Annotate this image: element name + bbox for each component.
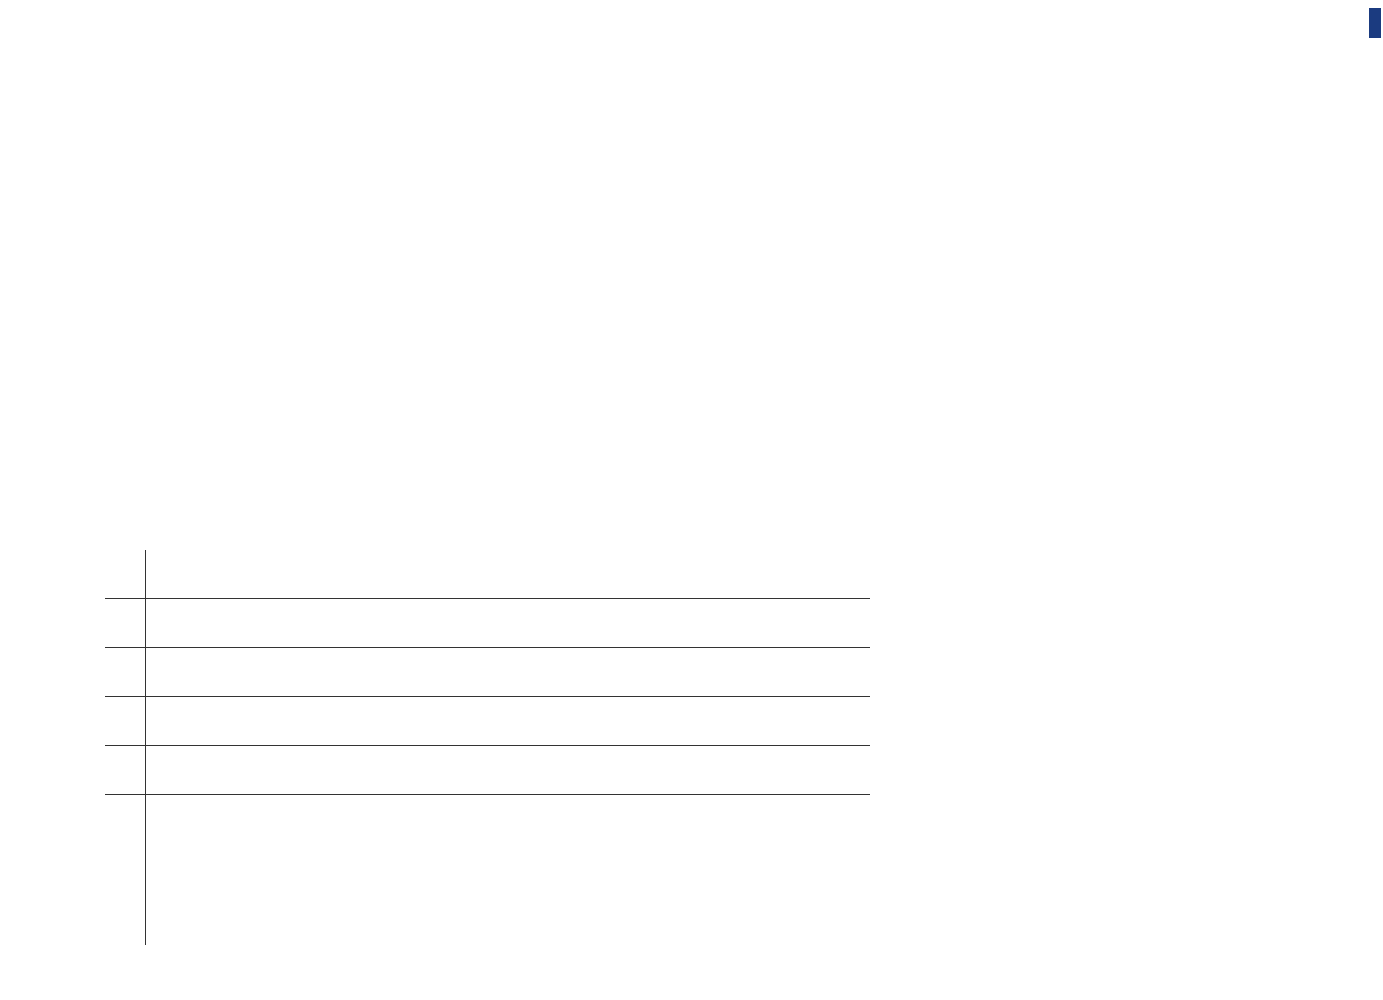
text-column — [100, 85, 900, 510]
dfg-logo — [1369, 8, 1381, 38]
expense-table — [105, 550, 870, 945]
scanned-page — [0, 40, 1383, 1000]
